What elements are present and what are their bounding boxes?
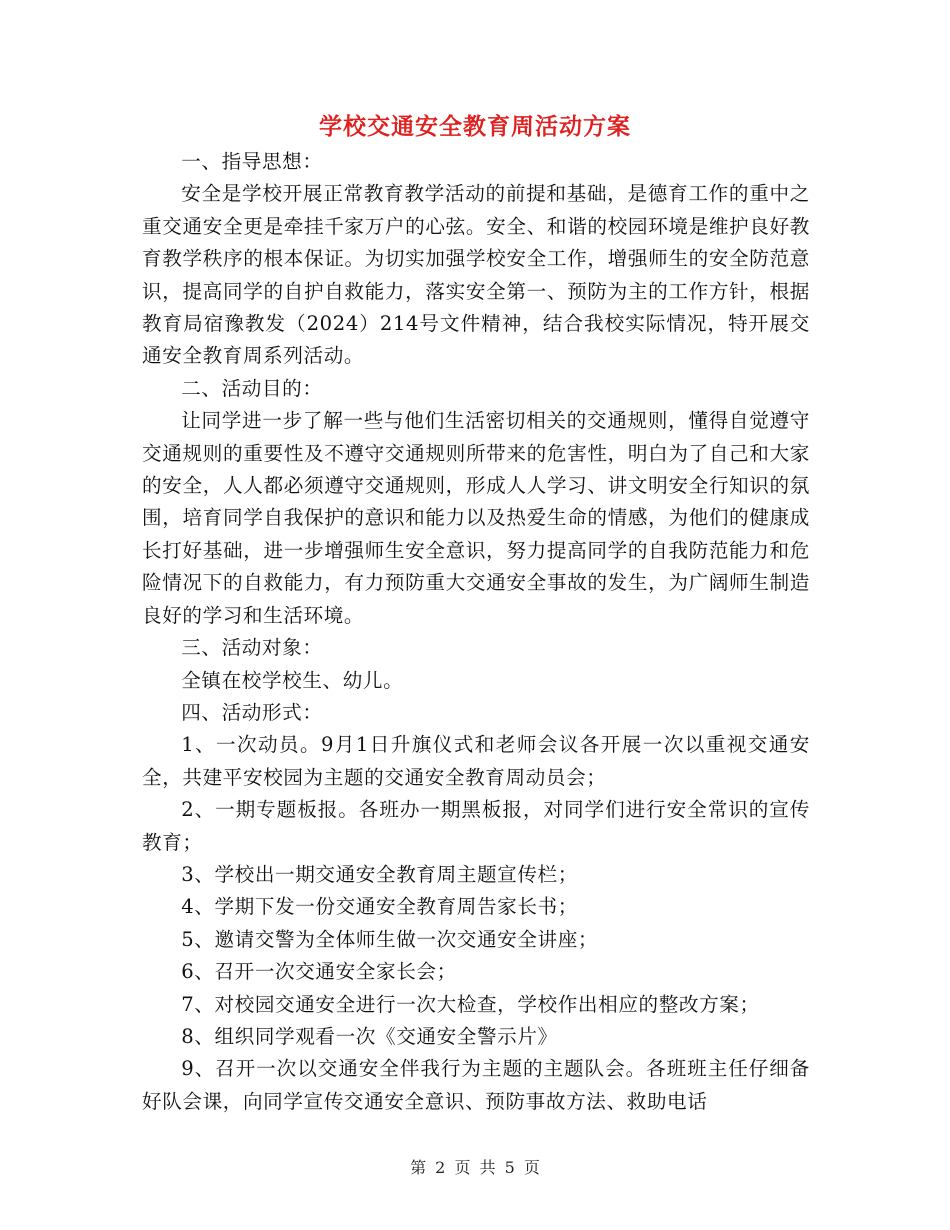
list-item-6: 6、召开一次交通安全家长会； [181, 960, 457, 984]
list-item-5: 5、邀请交警为全体师生做一次交通安全讲座； [181, 927, 599, 951]
paragraph-target: 全镇在校学校生、幼儿。 [181, 668, 404, 692]
page-number-footer: 第 2 页 共 5 页 [410, 1158, 540, 1177]
paragraph-purpose: 让同学进一步了解一些与他们生活密切相关的交通规则，懂得自觉遵守交通规则的重要性及不遵守交通规则所带来的危害性，明白为了自己和大家的安全，人人都必须遵守交通规则，形成人人学习、讲文明安全行知识的氛围，培育同学自我保护的意识和能力以及热爱生命的情感，为他们的健康成长打好基础，进一步增强师生安全意识，努力提高同学的自我防范能力和危险情况下的自救能力，有力预防重大交通安全事故的发生，为广阔师生制造良好的学习和生活环境。 [142, 409, 810, 627]
list-item-2: 2、一期专题板报。各班办一期黑板报，对同学们进行安全常识的宣传教育； [142, 798, 810, 854]
list-item-8: 8、组织同学观看一次《交通安全警示片》 [181, 1024, 558, 1048]
document-title: 学校交通安全教育周活动方案 [319, 113, 631, 140]
section-heading-format: 四、活动形式： [181, 700, 323, 724]
section-heading-target: 三、活动对象： [181, 636, 323, 660]
section-heading-guiding-idea: 一、指导思想： [181, 150, 323, 173]
document-body [142, 146, 810, 1118]
list-item-1: 1、一次动员。9月1日升旗仪式和老师会议各开展一次以重视交通安全，共建平安校园为主题的交通安全教育周动员会； [142, 733, 810, 789]
section-heading-purpose: 二、活动目的： [181, 376, 323, 400]
list-item-3: 3、学校出一期交通安全教育周主题宣传栏； [181, 862, 578, 886]
list-item-9: 9、召开一次以交通安全伴我行为主题的主题队会。各班班主任仔细备好队会课，向同学宣传交通安全意识、预防事故方法、救助电话 [142, 1057, 810, 1113]
list-item-7: 7、对校园交通安全进行一次大检查，学校作出相应的整改方案； [181, 992, 760, 1016]
paragraph-guiding-idea: 安全是学校开展正常教育教学活动的前提和基础，是德育工作的重中之重交通安全更是牵挂千家万户的心弦。安全、和谐的校园环境是维护良好教育教学秩序的根本保证。为切实加强学校安全工作，增强师生的安全防范意识，提高同学的自护自救能力，落实安全第一、预防为主的工作方针，根据教育局宿豫教发（2024）214号文件精神，结合我校实际情况，特开展交通安全教育周系列活动。 [142, 182, 810, 368]
list-item-4: 4、学期下发一份交通安全教育周告家长书； [181, 895, 578, 919]
